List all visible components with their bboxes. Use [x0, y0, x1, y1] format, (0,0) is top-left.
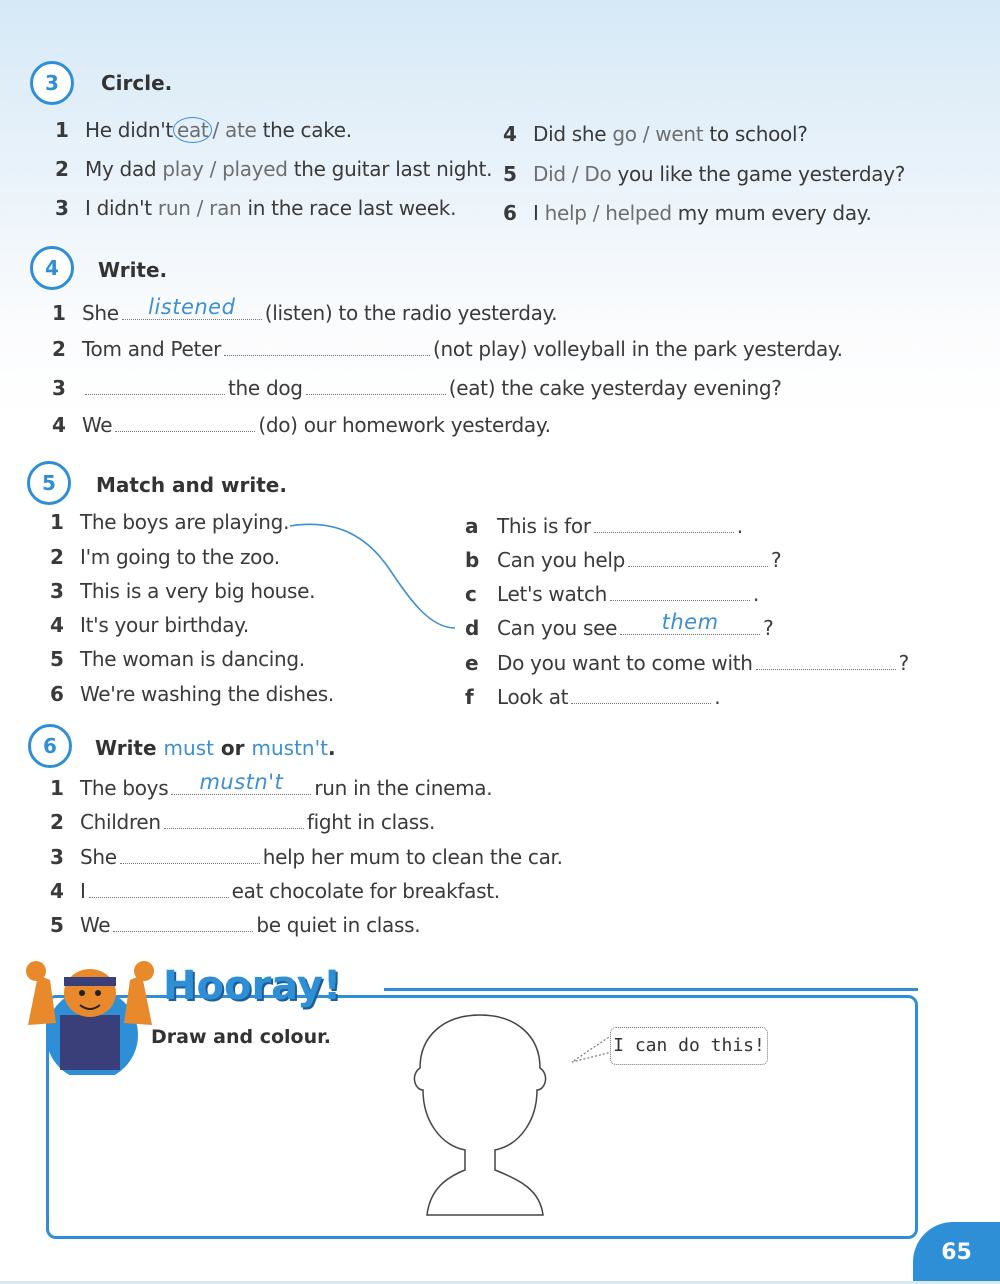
item-letter: d	[465, 616, 480, 640]
item-letter: c	[465, 582, 477, 606]
item-end: .	[714, 685, 721, 709]
option-1[interactable]: Did	[533, 162, 566, 186]
item-number: 4	[52, 413, 66, 437]
item-letter: b	[465, 548, 480, 572]
item-letter: e	[465, 651, 479, 675]
item-text: I'm going to the zoo.	[80, 545, 280, 569]
item-text: We	[82, 413, 113, 437]
item-letter: a	[465, 514, 479, 538]
item-text: (not play) volleyball in the park yesterday.	[433, 337, 843, 361]
ex4-item-1	[52, 295, 558, 325]
answer-blank[interactable]	[171, 770, 311, 795]
exercise-5-title: Match and write.	[96, 473, 287, 497]
head-outline	[405, 1010, 565, 1220]
ex5-right-e	[465, 651, 909, 675]
item-number: 1	[50, 510, 64, 534]
item-number: 4	[50, 879, 64, 903]
item-text: She	[80, 845, 117, 869]
separator: /	[196, 196, 204, 220]
separator: /	[212, 118, 219, 142]
ex5-right-f	[465, 685, 720, 709]
option-1[interactable]: play	[162, 157, 204, 181]
answer-blank[interactable]	[756, 653, 896, 670]
item-end: ?	[771, 548, 782, 572]
option-1[interactable]: run	[157, 196, 191, 220]
answer-blank[interactable]	[610, 584, 750, 601]
answer-blank[interactable]	[164, 812, 304, 829]
ex3-item-4	[503, 122, 808, 146]
speech-bubble-tail	[570, 1030, 615, 1070]
exercise-3-title: Circle.	[101, 71, 173, 95]
item-text: Look at	[497, 685, 569, 709]
item-text: help her mum to clean the car.	[262, 845, 563, 869]
ex3-item-5	[503, 162, 905, 186]
item-text: (do) our homework yesterday.	[258, 413, 551, 437]
answer-blank[interactable]	[620, 610, 760, 635]
ex5-right-c	[465, 582, 759, 606]
item-text: We're washing the dishes.	[80, 682, 334, 706]
item-text: Let's watch	[497, 582, 608, 606]
item-text: This is for	[497, 514, 591, 538]
item-end: .	[736, 514, 743, 538]
item-text: my mum every day.	[677, 201, 872, 225]
ex5-right-d	[465, 610, 774, 640]
option-2[interactable]: helped	[605, 201, 672, 225]
item-text: The boys	[80, 776, 169, 800]
item-number: 4	[503, 122, 517, 146]
item-number: 6	[503, 201, 517, 225]
item-letter: f	[465, 685, 474, 709]
ex5-left-4	[50, 613, 249, 637]
tiger-mascot-icon	[10, 955, 170, 1075]
item-text: the dog	[228, 376, 303, 400]
answer-blank[interactable]	[113, 915, 253, 932]
item-text: fight in class.	[306, 810, 436, 834]
item-number: 5	[50, 647, 64, 671]
ex4-item-3	[52, 376, 782, 400]
item-number: 3	[52, 376, 66, 400]
item-text: the guitar last night.	[293, 157, 493, 181]
answer-blank[interactable]	[89, 881, 229, 898]
item-text: The woman is dancing.	[80, 647, 305, 671]
option-1[interactable]: go	[612, 122, 637, 146]
circled-option[interactable]: eat	[173, 117, 213, 143]
exercise-6-number: 6	[28, 724, 72, 768]
separator: /	[571, 162, 579, 186]
speech-bubble: I can do this!	[610, 1027, 768, 1065]
ex6-item-3	[50, 845, 563, 869]
item-number: 1	[52, 301, 66, 325]
item-text: We	[80, 913, 111, 937]
item-text: run in the cinema.	[314, 776, 493, 800]
option-2[interactable]: Do	[584, 162, 612, 186]
title-word-must: must	[163, 736, 214, 760]
item-number: 4	[50, 613, 64, 637]
answer-blank[interactable]	[306, 378, 446, 395]
match-connector-line	[280, 510, 480, 640]
item-text: He didn't	[85, 118, 173, 142]
exercise-6-title	[95, 736, 336, 760]
ex6-item-5	[50, 913, 420, 937]
option-2[interactable]: went	[655, 122, 704, 146]
ex4-item-2	[52, 337, 843, 361]
ex6-item-1	[50, 770, 493, 800]
item-number: 5	[50, 913, 64, 937]
answer-blank[interactable]	[120, 847, 260, 864]
item-end: ?	[898, 651, 909, 675]
item-text: I	[80, 879, 86, 903]
separator: /	[592, 201, 600, 225]
section-divider	[384, 988, 918, 991]
item-text: you like the game yesterday?	[617, 162, 906, 186]
handwritten-answer: them	[661, 610, 719, 634]
item-text: She	[82, 301, 119, 325]
item-number: 3	[50, 845, 64, 869]
item-text: Children	[80, 810, 161, 834]
item-number: 2	[55, 157, 69, 181]
item-text: be quiet in class.	[256, 913, 421, 937]
item-number: 1	[55, 118, 69, 142]
item-text: The boys are playing.	[80, 510, 290, 534]
item-number: 5	[503, 162, 517, 186]
answer-blank[interactable]	[571, 687, 711, 704]
ex5-left-6	[50, 682, 334, 706]
ex3-item-2	[55, 157, 492, 181]
title-text: or	[220, 736, 245, 760]
exercise-4-title: Write.	[98, 258, 168, 282]
item-text: This is a very big house.	[80, 579, 316, 603]
handwritten-answer: mustn't	[199, 770, 284, 794]
answer-blank[interactable]	[115, 415, 255, 432]
ex5-left-3	[50, 579, 315, 603]
ex3-item-6	[503, 201, 872, 225]
title-text: Write	[95, 736, 157, 760]
ex3-item-3	[55, 196, 456, 220]
option-2[interactable]: played	[222, 157, 288, 181]
ex5-left-1	[50, 510, 289, 534]
item-number: 1	[50, 776, 64, 800]
item-number: 2	[52, 337, 66, 361]
item-text: (eat) the cake yesterday evening?	[448, 376, 782, 400]
answer-blank[interactable]	[628, 550, 768, 567]
item-end: ?	[763, 616, 774, 640]
ex6-item-2	[50, 810, 435, 834]
ex3-item-1	[55, 118, 352, 142]
ex5-left-2	[50, 545, 280, 569]
item-number: 3	[50, 579, 64, 603]
ex5-left-5	[50, 647, 305, 671]
ex5-right-a	[465, 514, 743, 538]
answer-blank[interactable]	[224, 339, 430, 356]
item-text: Can you help	[497, 548, 625, 572]
item-text: I	[533, 201, 539, 225]
exercise-4-number: 4	[30, 246, 74, 290]
item-text: Tom and Peter	[82, 337, 222, 361]
page-number: 65	[913, 1222, 1000, 1281]
answer-blank[interactable]	[594, 516, 734, 533]
option-2[interactable]: ran	[209, 196, 242, 220]
answer-blank[interactable]	[122, 295, 262, 320]
item-text: Do you want to come with	[497, 651, 753, 675]
item-text: My dad	[85, 157, 157, 181]
item-text: Can you see	[497, 616, 618, 640]
option-2[interactable]: ate	[225, 118, 257, 142]
item-number: 2	[50, 545, 64, 569]
separator: /	[209, 157, 217, 181]
handwritten-answer: listened	[148, 295, 236, 319]
item-number: 2	[50, 810, 64, 834]
item-number: 3	[55, 196, 69, 220]
item-text: to school?	[709, 122, 808, 146]
item-text: eat chocolate for breakfast.	[231, 879, 500, 903]
separator: /	[642, 122, 650, 146]
draw-instruction: Draw and colour.	[151, 1026, 331, 1048]
ex5-right-b	[465, 548, 781, 572]
exercise-5-number: 5	[27, 461, 71, 505]
item-text: Did she	[533, 122, 607, 146]
item-text: It's your birthday.	[80, 613, 249, 637]
item-text: (listen) to the radio yesterday.	[264, 301, 558, 325]
ex4-item-4	[52, 413, 551, 437]
item-number: 6	[50, 682, 64, 706]
item-end: .	[753, 582, 760, 606]
hooray-title: Hooray!	[163, 963, 342, 1009]
answer-blank[interactable]	[85, 378, 225, 395]
ex6-item-4	[50, 879, 500, 903]
option-1[interactable]: help	[544, 201, 587, 225]
item-text: the cake.	[262, 118, 352, 142]
title-word-mustnt: mustn't	[251, 736, 328, 760]
item-text: I didn't	[85, 196, 152, 220]
exercise-3-number: 3	[30, 61, 74, 105]
item-text: in the race last week.	[247, 196, 457, 220]
title-period: .	[327, 736, 336, 760]
